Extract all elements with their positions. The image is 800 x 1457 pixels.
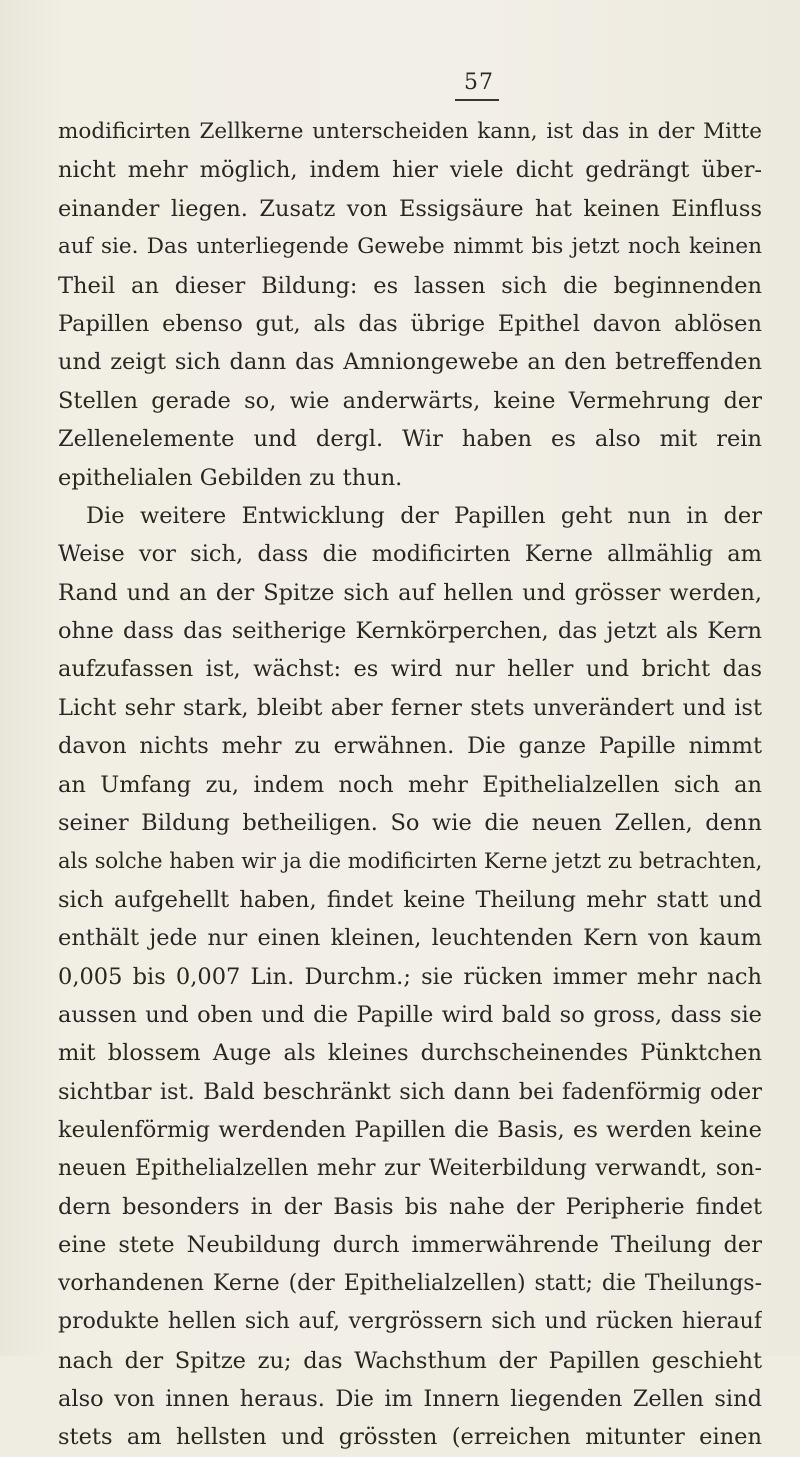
text-line: produkte hellen sich auf, vergrössern sich und rücken hierauf xyxy=(58,1309,762,1335)
page-number-underline xyxy=(455,99,499,101)
text-line: vorhandenen Kerne (der Epithelialzellen) statt; die Theilungs- xyxy=(58,1270,762,1296)
text-line: auf sie. Das unterliegende Gewebe nimmt bis jetzt noch keinen xyxy=(58,234,762,260)
text-line: Licht sehr stark, bleibt aber ferner stets unverändert und ist xyxy=(58,694,762,721)
text-line: davon nichts mehr zu erwähnen. Die ganze Papille nimmt xyxy=(58,733,762,760)
text-line: mit blossem Auge als kleines durchscheinendes Pünktchen xyxy=(58,1040,762,1067)
text-line: sich aufgehellt haben, findet keine Theilung mehr statt und xyxy=(58,886,762,913)
text-line: aussen und oben und die Papille wird bald so gross, dass sie xyxy=(58,1001,762,1028)
text-line: Rand und an der Spitze sich auf hellen und grösser werden, xyxy=(58,579,762,606)
text-line: nicht mehr möglich, indem hier viele dicht gedrängt über- xyxy=(58,157,762,184)
text-line: keulenförmig werdenden Papillen die Basis, es werden keine xyxy=(58,1117,762,1144)
text-line: Papillen ebenso gut, als das übrige Epithel davon ablösen xyxy=(58,310,762,337)
page-number: 57 xyxy=(464,70,494,95)
text-line: epithelialen Gebilden zu thun. xyxy=(58,464,403,491)
text-line: als solche haben wir ja die modificirten Kerne jetzt zu betrachten, xyxy=(58,849,762,874)
paragraph-start-line: Die weitere Entwicklung der Papillen geht nun in der xyxy=(86,502,762,529)
text-line: Theil an dieser Bildung: es lassen sich die beginnenden xyxy=(58,272,762,299)
text-line: sichtbar ist. Bald beschränkt sich dann bei fadenförmig oder xyxy=(58,1078,762,1105)
text-line: also von innen heraus. Die im Innern liegenden Zellen sind xyxy=(58,1385,762,1412)
text-line: neuen Epithelialzellen mehr zur Weiterbildung verwandt, son- xyxy=(58,1155,762,1181)
text-line: dern besonders in der Basis bis nahe der Peripherie findet xyxy=(58,1193,762,1220)
text-line: modificirten Zellkerne unterscheiden kann, ist das in der Mitte xyxy=(58,119,762,144)
text-line: 0,005 bis 0,007 Lin. Durchm.; sie rücken immer mehr nach xyxy=(58,963,762,990)
text-line: einander liegen. Zusatz von Essigsäure hat keinen Einfluss xyxy=(58,195,762,222)
text-line: an Umfang zu, indem noch mehr Epithelialzellen sich an xyxy=(58,771,762,798)
text-line: eine stete Neubildung durch immerwährende Theilung der xyxy=(58,1232,762,1259)
body-text xyxy=(58,113,762,1457)
text-line: aufzufassen ist, wächst: es wird nur heller und bricht das xyxy=(58,656,762,683)
text-line: seiner Bildung betheiligen. So wie die neuen Zellen, denn xyxy=(58,810,762,837)
text-line: ohne dass das seitherige Kernkörperchen, das jetzt als Kern xyxy=(58,618,762,645)
text-line: Zellenelemente und dergl. Wir haben es also mit rein xyxy=(58,426,762,453)
text-line: und zeigt sich dann das Amniongewebe an den betreffenden xyxy=(58,349,762,376)
text-line: Stellen gerade so, wie anderwärts, keine Vermehrung der xyxy=(58,387,762,414)
text-line: enthält jede nur einen kleinen, leuchtenden Kern von kaum xyxy=(58,925,762,952)
text-line: stets am hellsten und grössten (erreichen mitunter einen xyxy=(58,1424,762,1451)
text-line: nach der Spitze zu; das Wachsthum der Papillen geschieht xyxy=(58,1347,762,1374)
text-line: Weise vor sich, dass die modificirten Kerne allmählig am xyxy=(58,541,762,568)
